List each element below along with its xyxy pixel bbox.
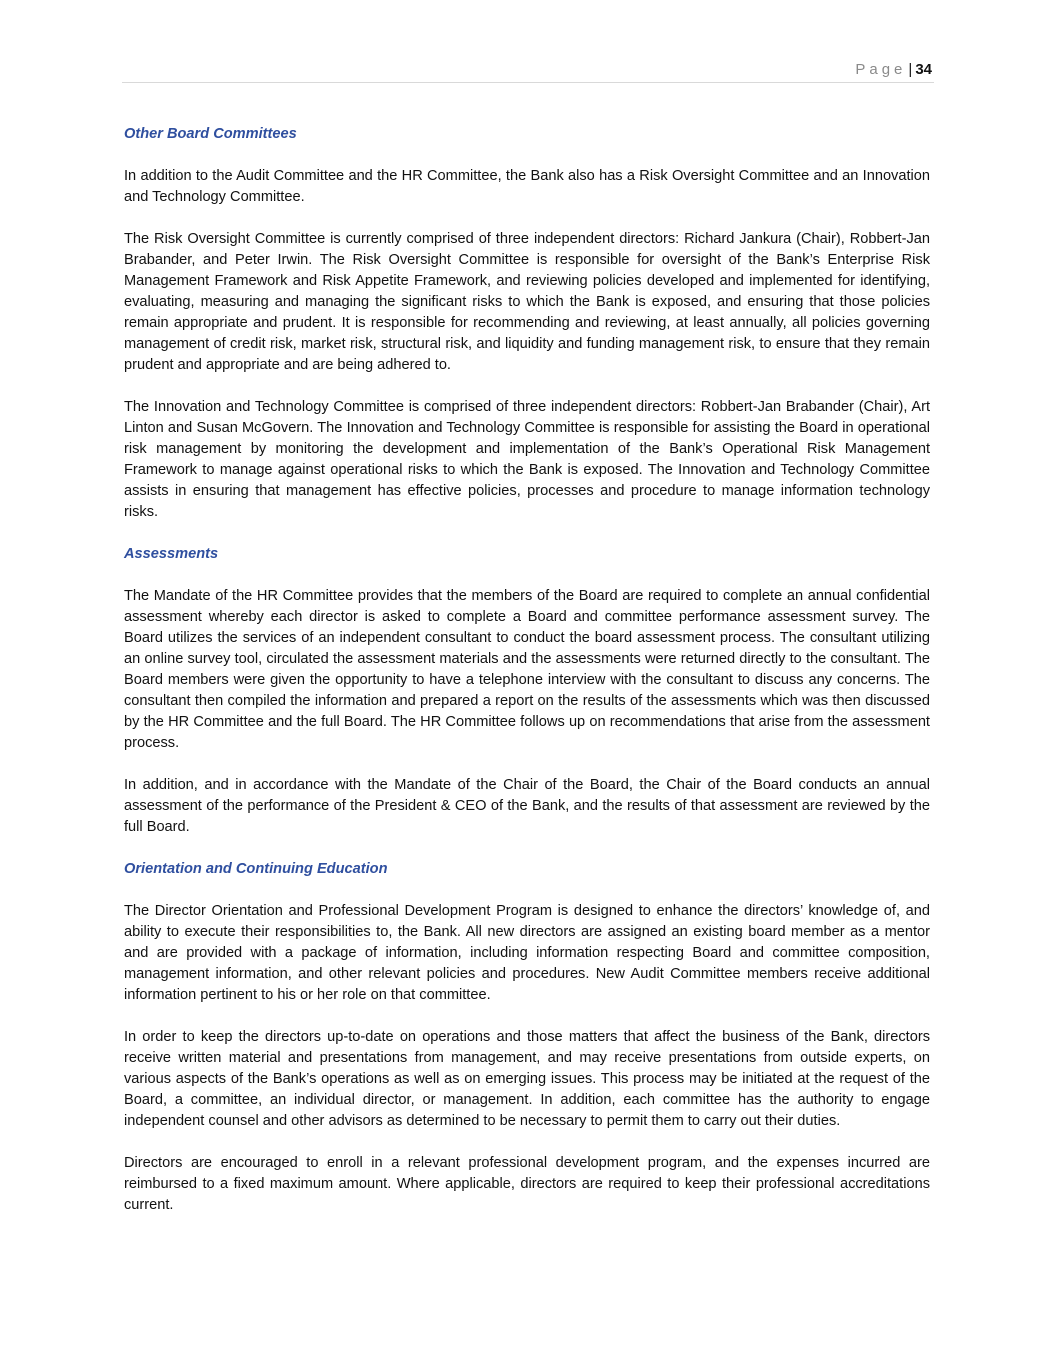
paragraph-professional-development: Directors are encouraged to enroll in a relevant professional development program, and the expenses incurred are reimbursed to a fixed maximum amount. Where applicable, directors are required to keep their professional accreditations current. — [124, 1155, 930, 1213]
page-header — [122, 60, 934, 83]
paragraph-committees-intro: In addition to the Audit Committee and the HR Committee, the Bank also has a Risk Oversight Committee and an Innovation and Technology Committee. — [124, 168, 930, 205]
page-word: Page — [855, 61, 907, 78]
heading-other-board-committees: Other Board Committees — [124, 126, 297, 142]
paragraph-hr-mandate: The Mandate of the HR Committee provides that the members of the Board are required to complete an annual confidential assessment whereby each director is asked to complete a Board and committee performance assessment survey. The Board utilizes the services of an independent consultant to conduct the board assessment process. The consultant utilizing an online survey tool, circulated the assessment materials and the assessments were returned directly to the consultant. The Board members were given the opportunity to have a telephone interview with the consultant to discuss any concerns. The consultant then compiled the information and prepared a report on the results of the assessments which was then discussed by the HR Committee and the full Board. The HR Committee follows up on recommendations that arise from the assessment process. — [124, 588, 930, 751]
paragraph-orientation-program: The Director Orientation and Professional Development Program is designed to enhance the directors’ knowledge of, and ability to execute their responsibilities to, the Bank. All new directors are assigned an existing board member as a mentor and are provided with a package of information, including information respecting Board and committee composition, management information, and other relevant policies and procedures. New Audit Committee members receive additional information pertinent to his or her role on that committee. — [124, 903, 930, 1003]
heading-orientation: Orientation and Continuing Education — [124, 861, 388, 877]
heading-assessments: Assessments — [124, 546, 219, 562]
page-separator: | — [908, 61, 913, 78]
paragraph-continuing-education: In order to keep the directors up-to-date on operations and those matters that affect the business of the Bank, directors receive written material and presentations from management, and may receive presentations from outside experts, on various aspects of the Bank’s operations as well as on emerging issues. This process may be initiated at the request of the Board, a committee, an individual director, or management. In addition, each committee has the authority to engage independent counsel and other advisors as determined to be necessary to permit them to carry out their duties. — [124, 1029, 930, 1129]
paragraph-innovation-technology: The Innovation and Technology Committee is comprised of three independent directors: Robbert-Jan Brabander (Chair), Art Linton and Susan McGovern. The Innovation and Technology Committee is responsible for assisting the Board in operational risk management by monitoring the development and implementation of the Bank’s Operational Risk Management Framework to manage against operational risks to which the Bank is exposed. The Innovation and Technology Committee assists in ensuring that management has effective policies, processes and procedure to manage information technology risks. — [124, 399, 930, 520]
paragraph-risk-oversight: The Risk Oversight Committee is currently comprised of three independent directors: Richard Jankura (Chair), Robbert-Jan Brabander, and Peter Irwin. The Risk Oversight Committee is responsible for oversight of the Bank’s Enterprise Risk Management Framework and Risk Appetite Framework, and reviewing policies developed and implemented for identifying, evaluating, measuring and managing the significant risks to which the Bank is exposed, and ensuring that those policies remain appropriate and prudent. It is responsible for recommending and reviewing, at least annually, all policies governing management of credit risk, market risk, structural risk, and liquidity and funding management risk, to ensure that they remain prudent and appropriate and are being adhered to. — [124, 231, 930, 373]
document-body — [124, 124, 930, 1216]
paragraph-ceo-assessment: In addition, and in accordance with the Mandate of the Chair of the Board, the Chair of the Board conducts an annual assessment of the performance of the President & CEO of the Bank, and the results of that assessment are reviewed by the full Board. — [124, 777, 930, 835]
page-number-label — [855, 60, 932, 80]
page-number: 34 — [915, 61, 932, 78]
